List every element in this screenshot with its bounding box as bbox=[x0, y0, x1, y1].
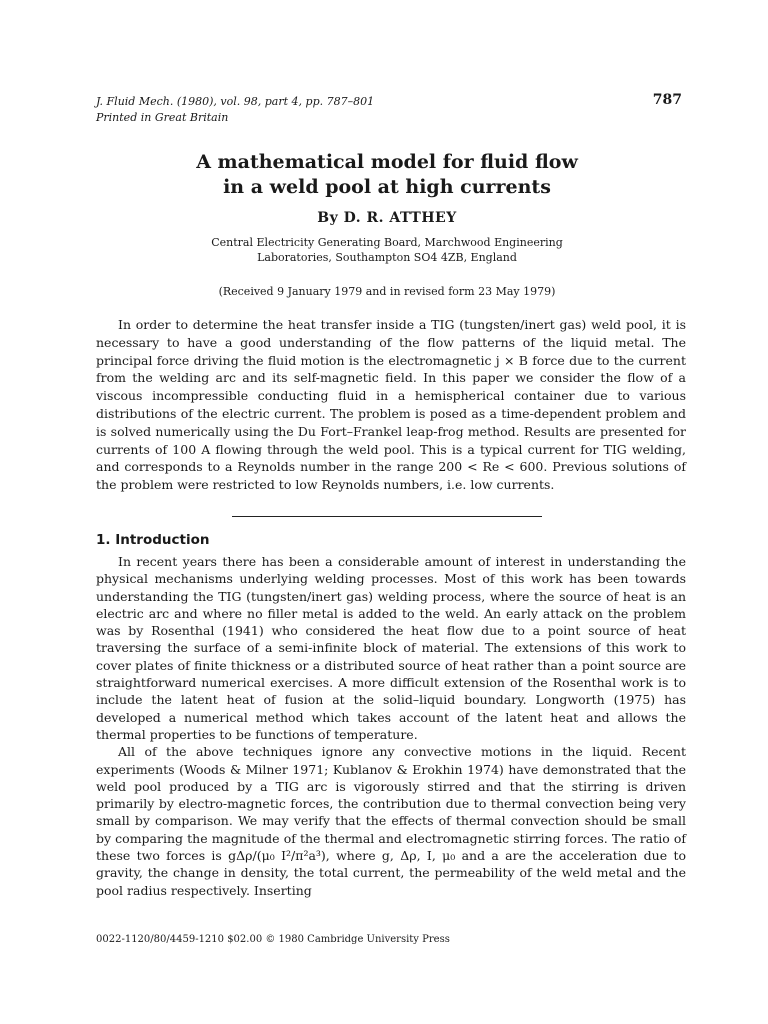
intro-paragraph-1: In recent years there has been a considerable amount of interest in understanding the physical mechanisms underlying welding processes. Most of this work has been towards understanding the TIG (tungsten/inert gas) welding process, where the source of heat is an electric arc and where no filler metal is added to the weld. An early attack on the problem was by Rosenthal (1941) who considered the heat flow due to a point source of heat traversing the surface of a semi-infinite block of material. The extensions of this work to cover plates of finite thickness or a distributed source of heat rather than a point source are straightforward numerical exercises. A more difficult extension of the Rosenthal work is to include the latent heat of fusion at the solid–liquid boundary. Longworth (1975) has developed a numerical method which takes account of the latent heat and allows the thermal properties to be functions of temperature. bbox=[96, 554, 686, 742]
title-line-1: A mathematical model for fluid flow bbox=[196, 151, 578, 173]
page-number: 787 bbox=[652, 92, 682, 108]
copyright-footer: 0022-1120/80/4459-1210 $02.00 © 1980 Cambridge University Press bbox=[96, 934, 450, 945]
author: By D. R. ATTHEY bbox=[317, 210, 457, 226]
title-line-2: in a weld pool at high currents bbox=[223, 176, 551, 198]
section-divider bbox=[232, 516, 542, 517]
section-body bbox=[96, 553, 686, 899]
affiliation-line-2: Laboratories, Southampton SO4 4ZB, England bbox=[257, 251, 517, 264]
journal-citation: J. Fluid Mech. (1980), vol. 98, part 4, pp. 787–801 bbox=[96, 95, 375, 108]
abstract-text: In order to determine the heat transfer inside a TIG (tungsten/inert gas) weld pool, it is necessary to have a good understanding of the flow patterns of the liquid metal. The principal force driving the fluid motion is the electromagnetic j × B force due to the current from the welding arc and its self-magnetic field. In this paper we consider the flow of a viscous incompressible conducting fluid in a hemispherical container due to various distributions of the electric current. The problem is posed as a time-dependent problem and is solved numerically using the Du Fort–Frankel leap-frog method. Results are presented for currents of 100 A flowing through the weld pool. This is a typical current for TIG welding, and corresponds to a Reynolds number in the range 200 < Re < 600. Previous solutions of the problem were restricted to low Reynolds numbers, i.e. low currents. bbox=[96, 317, 686, 493]
section-heading: 1. Introduction bbox=[96, 532, 210, 548]
journal-header bbox=[96, 94, 374, 126]
printed-in: Printed in Great Britain bbox=[96, 111, 229, 124]
intro-paragraph-2: All of the above techniques ignore any convective motions in the liquid. Recent experiments (Woods & Milner 1971; Kublanov & Erokhin 1974) have demonstrated that the weld pool produced by a TIG arc is vigorously stirred and that the stirring is driven primarily by electro-magnetic forces, the contribution due to thermal convection being very small by comparison. We may verify that the effects of thermal convection should be small by comparing the magnitude of the thermal and electromagnetic stirring forces. The ratio of these two forces is gΔρ/(μ₀ I²/π²a³), where g, Δρ, I, μ₀ and a are the acceleration due to gravity, the change in density, the total current, the permeability of the weld metal and the pool radius respectively. Inserting bbox=[96, 744, 686, 898]
affiliation-line-1: Central Electricity Generating Board, Marchwood Engineering bbox=[211, 236, 563, 249]
abstract bbox=[96, 316, 686, 494]
paper-title bbox=[96, 150, 678, 200]
received-date: (Received 9 January 1979 and in revised form 23 May 1979) bbox=[218, 285, 556, 298]
affiliation bbox=[96, 235, 678, 265]
